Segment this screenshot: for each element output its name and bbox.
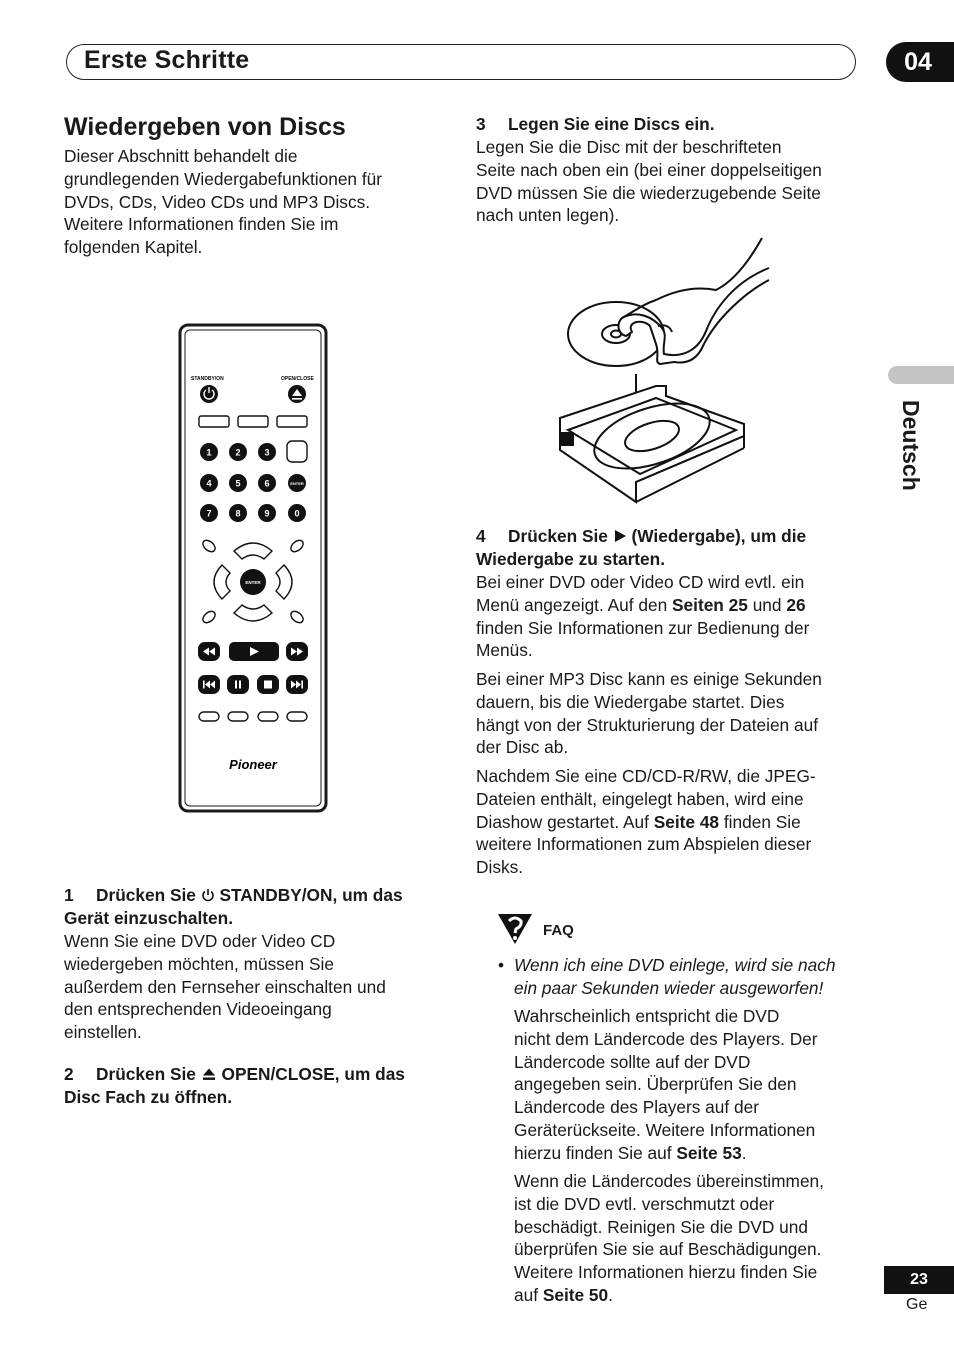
faq-answer-2: Wenn die Ländercodes übereinstimmen, ist die DVD evtl. verschmutzt oder beschädigt. Reinigen Sie die DVD und überprüfen Sie sie auf Beschädigungen. Weitere Informationen hierzu finden Sie auf Seite 50. [514, 1171, 824, 1305]
power-icon [201, 885, 215, 899]
pause-icon [227, 675, 249, 694]
faq-answer-1: Wahrscheinlich entspricht die DVD nicht dem Ländercode des Players. Der Ländercode sollte auf der DVD angegeben sein. Überprüfen Sie den Ländercode des Players auf der Geräterückseite. Weitere Informationen hierzu finden Sie auf Seite 53. [514, 1006, 818, 1163]
open-close-label: OPEN/CLOSE [281, 376, 314, 382]
side-tab-marker [888, 366, 954, 384]
play-icon [613, 526, 627, 540]
svg-text:9: 9 [264, 508, 270, 519]
page-language-code: Ge [906, 1296, 928, 1313]
language-tab [896, 400, 926, 500]
svg-text:2: 2 [235, 447, 241, 458]
svg-text:4: 4 [206, 478, 212, 489]
language-label: Deutsch [898, 400, 924, 491]
svg-text:8: 8 [235, 508, 241, 519]
step-4-paragraph-3: Nachdem Sie eine CD/CD-R/RW, die JPEG- Dateien enthält, eingelegt haben, wird eine Diashow gestartet. Auf Seite 48 finden Sie weitere Informationen zum Abspielen dieser Disks. [476, 766, 816, 878]
intro-line: folgenden Kapitel. [64, 237, 203, 258]
step-4-paragraph-1: Bei einer DVD oder Video CD wird evtl. ein Menü angezeigt. Auf den Seiten 25 und 26 finden Sie Informationen zur Bedienung der Menüs. [476, 572, 810, 661]
step-4-title: 4 Drücken Sie (Wiedergabe), um die Wiedergabe zu starten. [476, 526, 807, 569]
intro-line: Dieser Abschnitt behandelt die [64, 146, 298, 166]
step-1-body: Wenn Sie eine DVD oder Video CD wiedergeben möchten, müssen Sie außerdem den Fernseher einschalten und den entsprechenden Videoeingang einstellen. [64, 931, 386, 1043]
step-3-title: 3 Legen Sie eine Discs ein. [476, 114, 715, 134]
step-1-title: 1 Drücken Sie STANDBY/ON, um das Gerät einzuschalten. [64, 885, 403, 928]
eject-icon [201, 1064, 217, 1078]
standby-label: STANDBY/ON [191, 376, 224, 382]
svg-text:1: 1 [206, 447, 212, 458]
svg-text:0: 0 [294, 508, 300, 519]
step-4-paragraph-2: Bei einer MP3 Disc kann es einige Sekunden dauern, bis die Wiedergabe startet. Dies hängt von der Strukturierung der Dateien auf der Disc ab. [476, 669, 822, 758]
section-intro [64, 145, 432, 259]
section-title: Wiedergeben von Discs [64, 113, 346, 141]
step-2-title: 2 Drücken Sie OPEN/CLOSE, um das Disc Fach zu öffnen. [64, 1064, 405, 1107]
svg-text:ENTER: ENTER [245, 580, 261, 585]
intro-line: grundlegenden Wiedergabefunktionen für [64, 168, 383, 189]
svg-text:5: 5 [235, 478, 241, 489]
page-number: 23 [884, 1266, 954, 1294]
chapter-number: 04 [886, 42, 954, 82]
faq-bullet: • [498, 955, 505, 975]
faq-label: FAQ [543, 922, 574, 939]
svg-text:3: 3 [264, 447, 270, 458]
intro-line: DVDs, CDs, Video CDs und MP3 Discs. [64, 191, 371, 212]
disc-icon [568, 302, 664, 366]
svg-text:6: 6 [264, 478, 270, 489]
faq-icon [496, 912, 534, 946]
intro-line: Weitere Informationen finden Sie im [64, 214, 339, 235]
step-3-body: Legen Sie die Disc mit der beschrifteten Seite nach oben ein (bei einer doppelseitigen DVD müssen Sie die wiederzugebende Seite nach unten legen). [476, 137, 822, 226]
disc-insertion-illustration [556, 236, 776, 508]
faq-question: Wenn ich eine DVD einlege, wird sie nach ein paar Sekunden wieder ausgeworfen! [514, 955, 836, 998]
remote-control-illustration [178, 323, 328, 813]
chapter-title: Erste Schritte [84, 46, 250, 74]
brand-logo: Pioneer [229, 757, 277, 772]
svg-text:7: 7 [206, 508, 212, 519]
svg-text:ENTER: ENTER [290, 481, 304, 486]
